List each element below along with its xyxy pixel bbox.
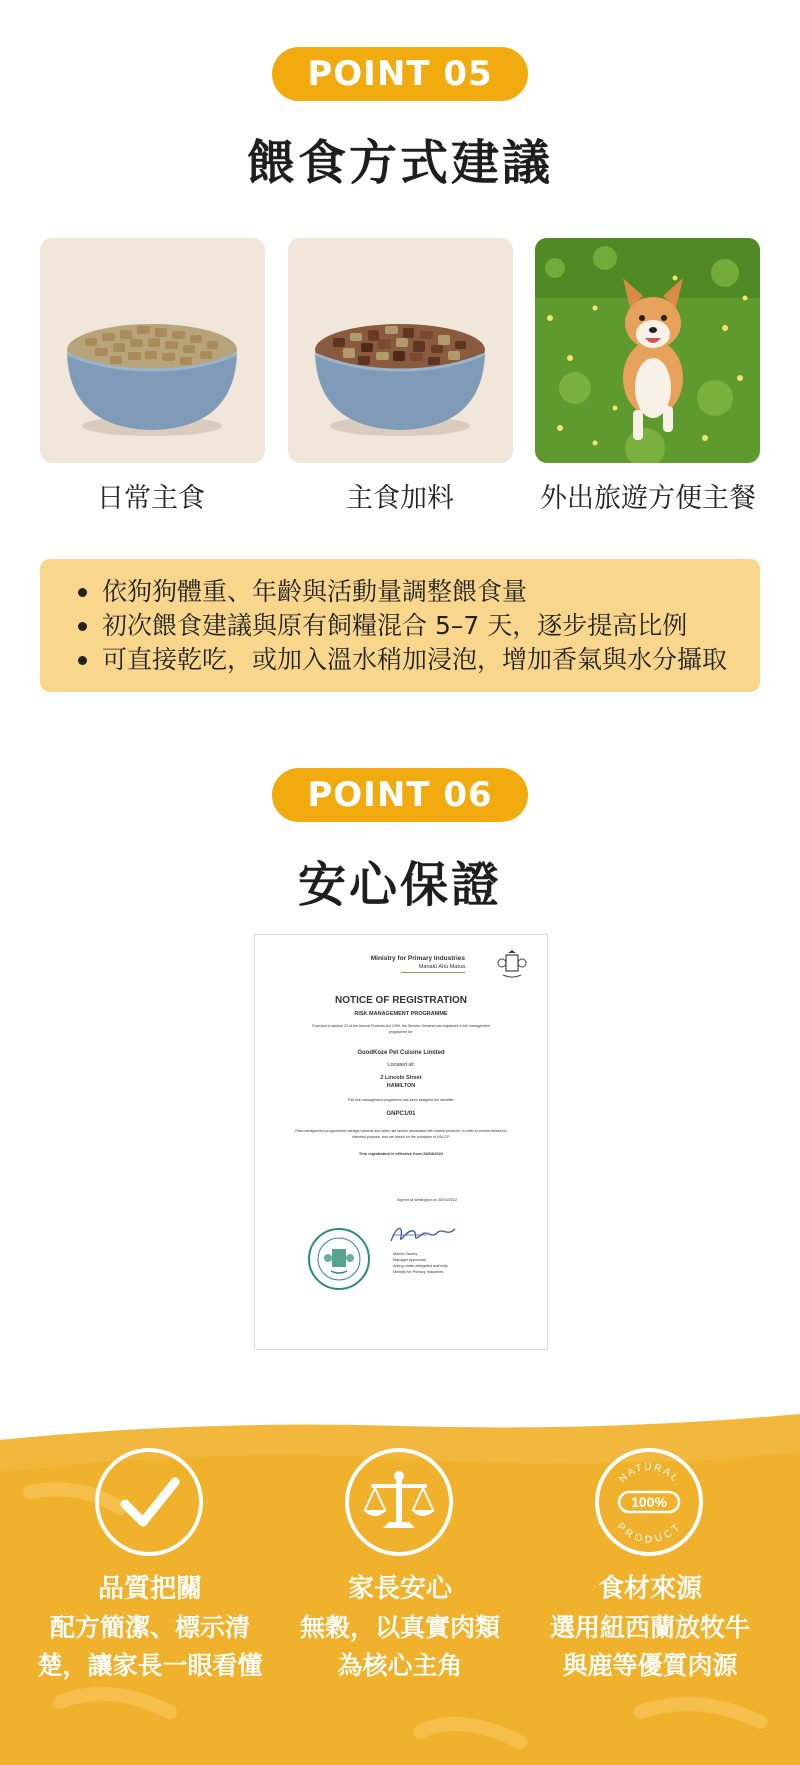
ministry-maori-name: Manatū Ahu Matua (418, 964, 465, 970)
identifier-note: This risk management programme has been assigned the identifier: (347, 1098, 455, 1102)
divider (401, 972, 465, 973)
photo-caption: 外出旅遊方便主餐 (540, 483, 756, 514)
badge-percent: 100% (631, 1494, 667, 1510)
certificate-identifier: GNPC1/01 (386, 1111, 416, 1117)
natural-product-icon (595, 1448, 703, 1556)
point06-badge: POINT 06 (272, 768, 528, 822)
ministry-name: Ministry for Primary Industries (370, 955, 465, 962)
signatory-line: Manager Approvals (393, 1258, 426, 1262)
check-icon (95, 1448, 203, 1556)
official-seal-icon (307, 1227, 371, 1291)
point05-title: 餵食方式建議 (246, 135, 553, 191)
photo-caption: 主食加料 (346, 483, 454, 514)
tip-item: 初次餵食建議與原有飼糧混合 5–7 天，逐步提高比例 (76, 609, 760, 643)
feature-desc-line: 無穀，以真實肉類 (299, 1613, 500, 1642)
tip-item: 可直接乾吃，或加入溫水稍加浸泡，增加香氣與水分攝取 (76, 643, 760, 677)
signed-note: Signed at Wellington on 28/03/2022 (397, 1198, 458, 1202)
kibble-bowl-photo (40, 238, 265, 463)
shiba-dog-running-photo (535, 238, 760, 463)
nz-coat-of-arms-icon (497, 949, 527, 981)
feature-desc-line: 為核心主角 (337, 1651, 463, 1680)
photo-caption: 日常主食 (97, 483, 205, 514)
feature-title: 品質把關 (97, 1574, 202, 1604)
certificate-purpose: Risk management programmes manage hazards and other risk factors associated with animal products, in order to ensure fitness for intended purpose, and are based on the principles of HACCP. (295, 1129, 507, 1139)
mixed-topper-bowl-photo (288, 238, 513, 463)
feature-title: 食材來源 (597, 1574, 702, 1604)
badge-ring-top-text: NATURAL (617, 1461, 681, 1485)
effective-date: This registration is effective from 28/03/2022 (358, 1151, 444, 1156)
signatory-block (393, 1251, 448, 1275)
point05-badge: POINT 05 (272, 47, 528, 101)
scale-icon (345, 1448, 453, 1556)
located-label: Located at: (387, 1062, 415, 1068)
signatory-line: Ministry for Primary Industries (393, 1270, 444, 1274)
address-city: HAMILTON (386, 1083, 416, 1089)
svg-text:PRODUCT (615, 1521, 684, 1545)
feeding-tips-box (40, 559, 760, 692)
feature-desc-line: 與鹿等優質肉源 (562, 1651, 738, 1680)
certificate-company: GoodKoze Pet Cuisine Limited (357, 1050, 445, 1056)
registration-certificate (254, 934, 548, 1350)
feature-desc-line: 配方簡潔、標示清 (49, 1613, 250, 1642)
certificate-intro: Pursuant to section 22 of the Animal Products Act 1999, the Director-General has registered a risk management programme for: (312, 1024, 490, 1034)
feature-title: 家長安心 (347, 1574, 452, 1604)
signatory-line: Marine Zachry (393, 1252, 418, 1256)
features-band (0, 1412, 800, 1765)
signatory-line: Acting under delegated authority (393, 1264, 448, 1268)
signature-icon (387, 1221, 459, 1247)
certificate-subheading: RISK MANAGEMENT PROGRAMME (354, 1011, 448, 1017)
feature-desc-line: 楚，讓家長一眼看懂 (37, 1651, 263, 1680)
tip-item: 依狗狗體重、年齡與活動量調整餵食量 (76, 575, 760, 609)
certificate-heading: NOTICE OF REGISTRATION (334, 995, 468, 1006)
svg-text:NATURAL (617, 1462, 681, 1485)
address-line: 2 Lincoln Street (380, 1075, 422, 1081)
badge-ring-bottom-text: PRODUCT (614, 1521, 684, 1546)
point06-title: 安心保證 (297, 857, 502, 913)
feature-desc-line: 選用紐西蘭放牧牛 (549, 1613, 750, 1642)
